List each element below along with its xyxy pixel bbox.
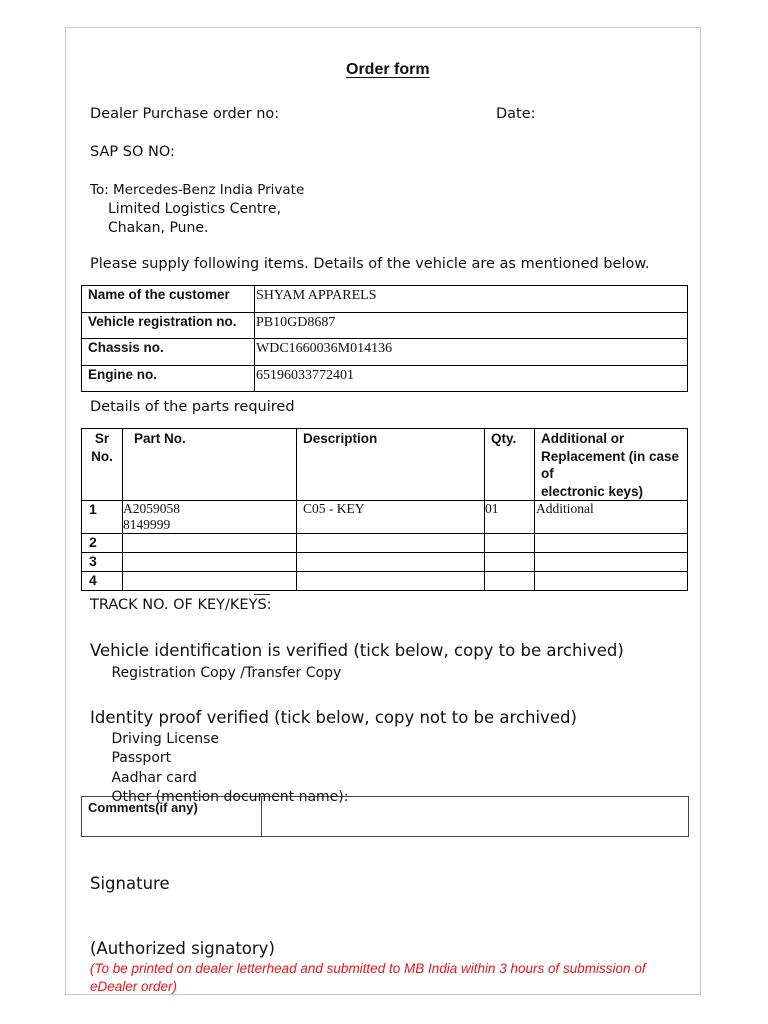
vehicle-verify-heading: Vehicle identification is verified (tick below, copy to be archived) — [90, 641, 624, 660]
col-header-sr: Sr No. — [82, 429, 123, 501]
vehicle-field-label: Vehicle registration no. — [82, 312, 255, 339]
date-label: Date: — [496, 106, 536, 122]
vehicle-field-label: Chassis no. — [82, 339, 255, 366]
comments-label: Comments(if any) — [88, 800, 198, 815]
cell-part-no: A2059058 8149999 — [123, 501, 297, 534]
table-row — [82, 312, 688, 339]
cell-part-no — [123, 572, 297, 591]
submission-note: (To be printed on dealer letterhead and submitted to MB India within 3 hours of submission of eDealer order) — [90, 961, 646, 994]
checkbox-item[interactable] — [90, 770, 197, 786]
page-title: Order form — [346, 61, 430, 78]
checkbox-label: Passport — [111, 750, 172, 766]
authorized-signatory-label: (Authorized signatory) — [90, 939, 275, 958]
address-line: Chakan, Pune. — [108, 220, 209, 236]
decorative-line — [254, 594, 270, 595]
cell-additional: Additional — [535, 501, 688, 534]
cell-description — [297, 534, 485, 553]
parts-table — [81, 428, 688, 591]
checkbox-item[interactable] — [90, 665, 341, 681]
cell-description — [297, 553, 485, 572]
sap-so-label: SAP SO NO: — [90, 144, 175, 160]
address-line: Limited Logistics Centre, — [108, 201, 281, 217]
cell-part-no — [123, 534, 297, 553]
table-row — [82, 339, 688, 366]
checkbox-label: Registration Copy /Transfer Copy — [111, 665, 342, 681]
cell-description — [297, 572, 485, 591]
checkbox-item[interactable] — [90, 789, 348, 805]
vehicle-field-value: SHYAM APPARELS — [255, 286, 688, 313]
cell-qty — [485, 553, 535, 572]
address-block — [90, 181, 304, 238]
track-no-label: TRACK NO. OF KEY/KEYS: — [90, 597, 272, 613]
cell-additional — [535, 534, 688, 553]
cell-part-no — [123, 553, 297, 572]
cell-additional — [535, 553, 688, 572]
checkbox-item[interactable] — [90, 750, 171, 766]
cell-sr: 4 — [82, 572, 123, 591]
table-row — [82, 572, 688, 591]
checkbox-label: Other (mention document name): — [111, 789, 349, 805]
identity-verify-heading: Identity proof verified (tick below, copy not to be archived) — [90, 708, 577, 727]
col-header-additional: Additional or Replacement (in case of electronic keys) — [535, 429, 688, 501]
supply-instruction: Please supply following items. Details of the vehicle are as mentioned below. — [90, 256, 650, 272]
dealer-po-label: Dealer Purchase order no: — [90, 106, 280, 122]
cell-sr: 1 — [82, 501, 123, 534]
cell-qty — [485, 572, 535, 591]
cell-sr: 2 — [82, 534, 123, 553]
cell-sr: 3 — [82, 553, 123, 572]
vehicle-field-value: 65196033772401 — [255, 365, 688, 392]
table-row — [82, 501, 688, 534]
cell-description: C05 - KEY — [297, 501, 485, 534]
table-row — [82, 365, 688, 392]
col-header-part: Part No. — [123, 429, 297, 501]
vehicle-field-value: WDC1660036M014136 — [255, 339, 688, 366]
col-header-description: Description — [297, 429, 485, 501]
checkbox-label: Driving License — [111, 731, 220, 747]
vehicle-field-label: Name of the customer — [82, 286, 255, 313]
table-row — [82, 286, 688, 313]
vehicle-field-value: PB10GD8687 — [255, 312, 688, 339]
cell-qty: 01 — [485, 501, 535, 534]
cell-qty — [485, 534, 535, 553]
checkbox-item[interactable] — [90, 731, 219, 747]
vehicle-field-label: Engine no. — [82, 365, 255, 392]
table-row — [82, 553, 688, 572]
table-header-row — [82, 429, 688, 501]
table-row — [82, 534, 688, 553]
parts-heading: Details of the parts required — [90, 399, 295, 415]
address-line: To: Mercedes-Benz India Private — [90, 182, 305, 198]
checkbox-label: Aadhar card — [111, 770, 197, 786]
cell-additional — [535, 572, 688, 591]
col-header-qty: Qty. — [485, 429, 535, 501]
vehicle-details-table — [81, 285, 688, 392]
signature-label: Signature — [90, 874, 170, 893]
